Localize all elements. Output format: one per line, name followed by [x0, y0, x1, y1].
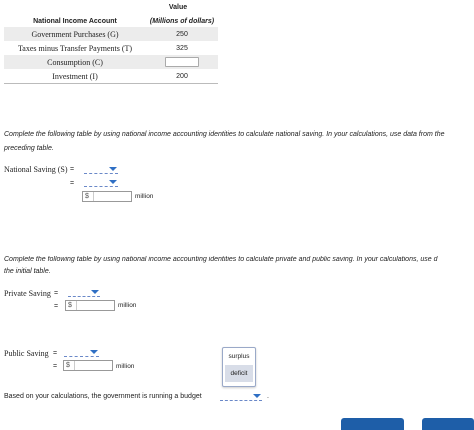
- table-row: [4, 41, 218, 55]
- dollar-sign: $: [66, 362, 70, 369]
- public-saving-field[interactable]: [74, 361, 112, 370]
- section2-instruction-cont: the initial table.: [4, 268, 51, 275]
- chevron-down-icon: [91, 290, 99, 294]
- chevron-down-icon: [253, 394, 261, 398]
- dollar-sign: $: [85, 193, 89, 200]
- budget-sentence: Based on your calculations, the government is running a budget: [4, 393, 202, 400]
- item-header: National Income Account: [33, 17, 117, 25]
- unit-label: million: [118, 302, 137, 309]
- equals-sign: =: [70, 180, 75, 187]
- budget-options-popup: [222, 347, 256, 387]
- chevron-down-icon: [109, 167, 117, 171]
- table-bottom-divider: [4, 83, 218, 84]
- bottom-button-left[interactable]: [341, 418, 404, 430]
- equals-sign: =: [54, 290, 59, 297]
- consumption-cell: [146, 57, 218, 67]
- units-header: (Millions of dollars): [149, 17, 215, 25]
- national-saving-field[interactable]: [93, 192, 131, 201]
- section1-instruction-cont: preceding table.: [4, 145, 54, 152]
- equals-sign: =: [53, 350, 58, 357]
- private-saving-field[interactable]: [76, 301, 114, 310]
- private-saving-input[interactable]: [65, 300, 115, 311]
- equals-sign: =: [53, 363, 58, 370]
- table-row: [4, 69, 218, 83]
- national-saving-dropdown-2[interactable]: [84, 179, 118, 187]
- row-label: Taxes minus Transfer Payments (T): [17, 43, 133, 53]
- value-header: Value: [168, 4, 188, 11]
- national-saving-dropdown-1[interactable]: [84, 166, 118, 174]
- public-saving-dropdown[interactable]: [64, 349, 99, 357]
- consumption-input[interactable]: [165, 57, 199, 67]
- row-label: Consumption (C): [47, 57, 103, 67]
- bottom-button-right[interactable]: [422, 418, 474, 430]
- table-row: [4, 55, 218, 69]
- national-saving-input[interactable]: [82, 191, 132, 202]
- private-saving-dropdown[interactable]: [68, 289, 100, 297]
- unit-label: million: [135, 193, 154, 200]
- section2-instruction: Complete the following table by using national income accounting identities to calculate private and public saving. In your calculations, use d: [4, 256, 438, 263]
- table-header-row: [4, 15, 218, 27]
- equals-sign: =: [70, 166, 75, 173]
- dollar-sign: $: [68, 302, 72, 309]
- row-label: Government Purchases (G): [31, 29, 119, 39]
- row-value: 250: [176, 30, 188, 38]
- sentence-period: .: [267, 393, 269, 400]
- unit-label: million: [116, 363, 135, 370]
- private-saving-label: Private Saving: [4, 289, 51, 298]
- equals-sign: =: [54, 303, 59, 310]
- chevron-down-icon: [90, 350, 98, 354]
- option-deficit[interactable]: deficit: [225, 365, 253, 382]
- national-saving-label: National Saving (S): [4, 165, 68, 174]
- section1-instruction: Complete the following table by using national income accounting identities to calculate national saving. In your calculations, use data from the: [4, 131, 445, 138]
- row-value: 200: [176, 72, 188, 80]
- row-value: 325: [176, 44, 188, 52]
- budget-dropdown[interactable]: [220, 393, 262, 401]
- public-saving-input[interactable]: [63, 360, 113, 371]
- chevron-down-icon: [109, 180, 117, 184]
- public-saving-label: Public Saving: [4, 349, 49, 358]
- option-surplus[interactable]: surplus: [228, 353, 250, 360]
- table-row: [4, 27, 218, 41]
- row-label: Investment (I): [52, 71, 98, 81]
